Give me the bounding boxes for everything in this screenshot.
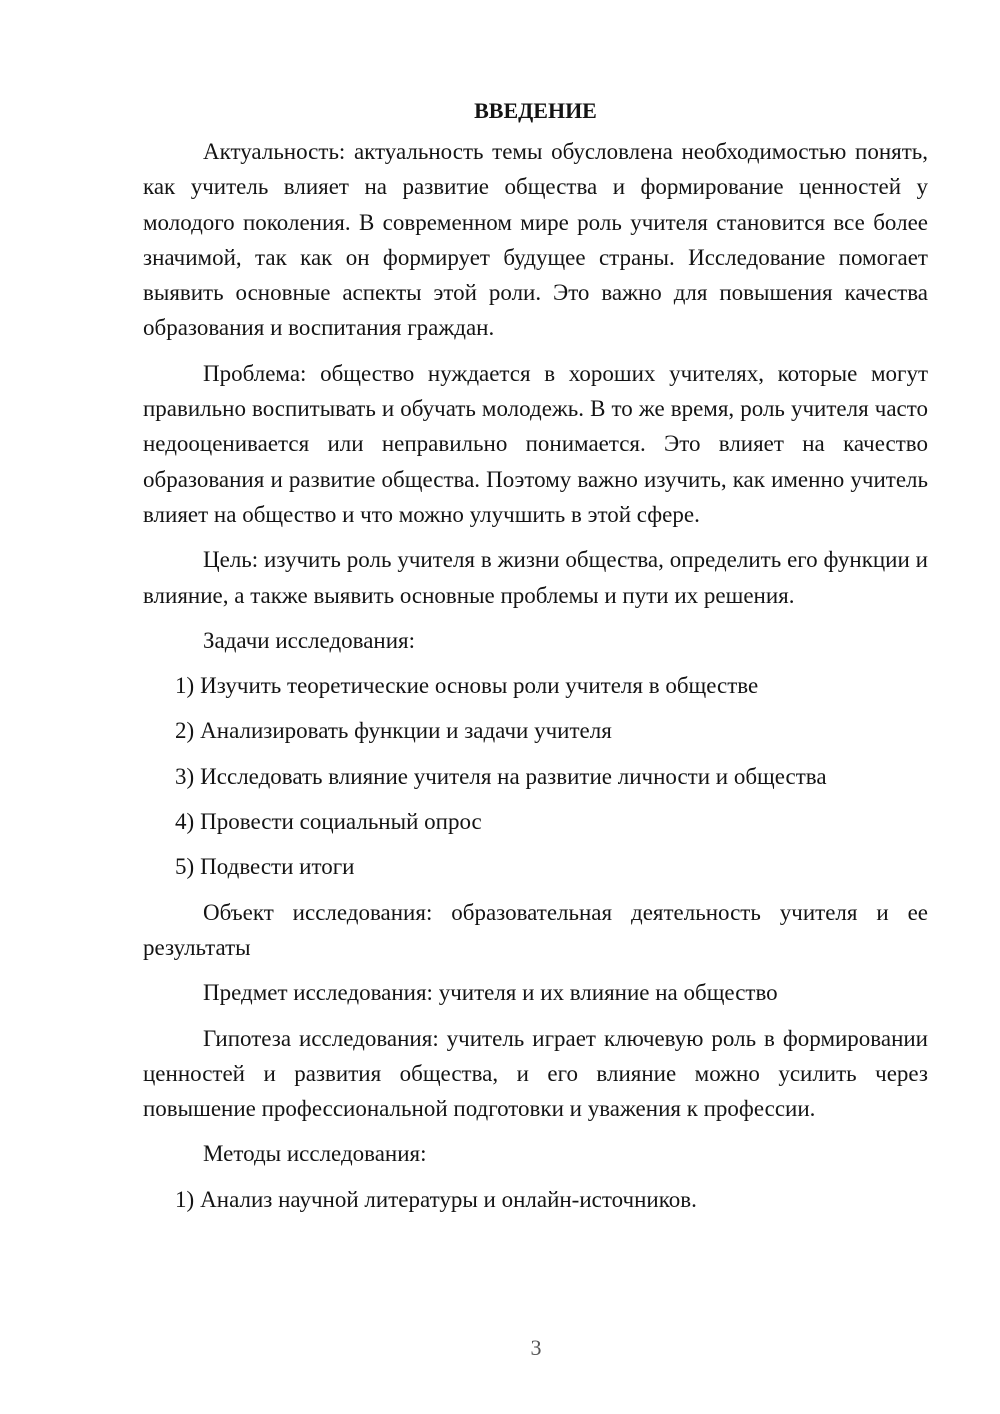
task-number: 3) [175,763,195,789]
problem-paragraph: Проблема: общество нуждается в хороших учителях, которые могут правильно воспитывать и обучать молодежь. В то же время, роль учителя часто недооценивается или неправильно понимается. Это влияет на качество образования и развитие общества. Поэтому важно изучить, как именно учитель влияет на общество и что можно улучшить в этой сфере. [143,360,928,527]
task-number: 4) [175,809,195,835]
goal-paragraph: Цель: изучить роль учителя в жизни общества, определить его функции и влияние, а также выявить основные проблемы и пути их решения. [143,547,928,608]
relevance-paragraph: Актуальность: актуальность темы обусловлена необходимостью понять, как учитель влияет на развитие общества и формирование ценностей у молодого поколения. В современном мире роль учителя становится все более значимой, так как он формирует будущее страны. Исследование помогает выявить основные аспекты этой роли. Это важно для повышения качества образования и воспитания граждан. [143,139,928,341]
task-item [143,668,928,703]
page-number: 3 [530,1335,542,1360]
task-text: Анализировать функции и задачи учителя [200,718,612,744]
task-item [143,759,928,794]
task-text: Исследовать влияние учителя на развитие личности и общества [200,763,827,789]
task-text: Подвести итоги [200,854,355,880]
hypothesis-paragraph: Гипотеза исследования: учитель играет ключевую роль в формировании ценностей и развития общества, и его влияние можно усилить через повышение профессиональной подготовки и уважения к профессии. [143,1025,928,1122]
section-title: ВВЕДЕНИЕ [474,98,597,123]
task-text: Провести социальный опрос [200,809,482,835]
task-number: 5) [175,854,195,880]
task-number: 2) [175,718,195,744]
subject-paragraph: Предмет исследования: учителя и их влияние на общество [203,980,778,1006]
method-item [143,1182,928,1217]
object-paragraph: Объект исследования: образовательная деятельность учителя и ее результаты [143,899,928,960]
page-content [143,93,928,1227]
method-text: Анализ научной литературы и онлайн-источников. [200,1186,697,1212]
tasks-heading: Задачи исследования: [203,627,416,653]
methods-heading: Методы исследования: [203,1141,427,1167]
task-number: 1) [175,673,195,699]
task-item [143,804,928,839]
task-item [143,849,928,884]
method-number: 1) [175,1186,195,1212]
task-item [143,713,928,748]
task-text: Изучить теоретические основы роли учителя в обществе [200,673,759,699]
